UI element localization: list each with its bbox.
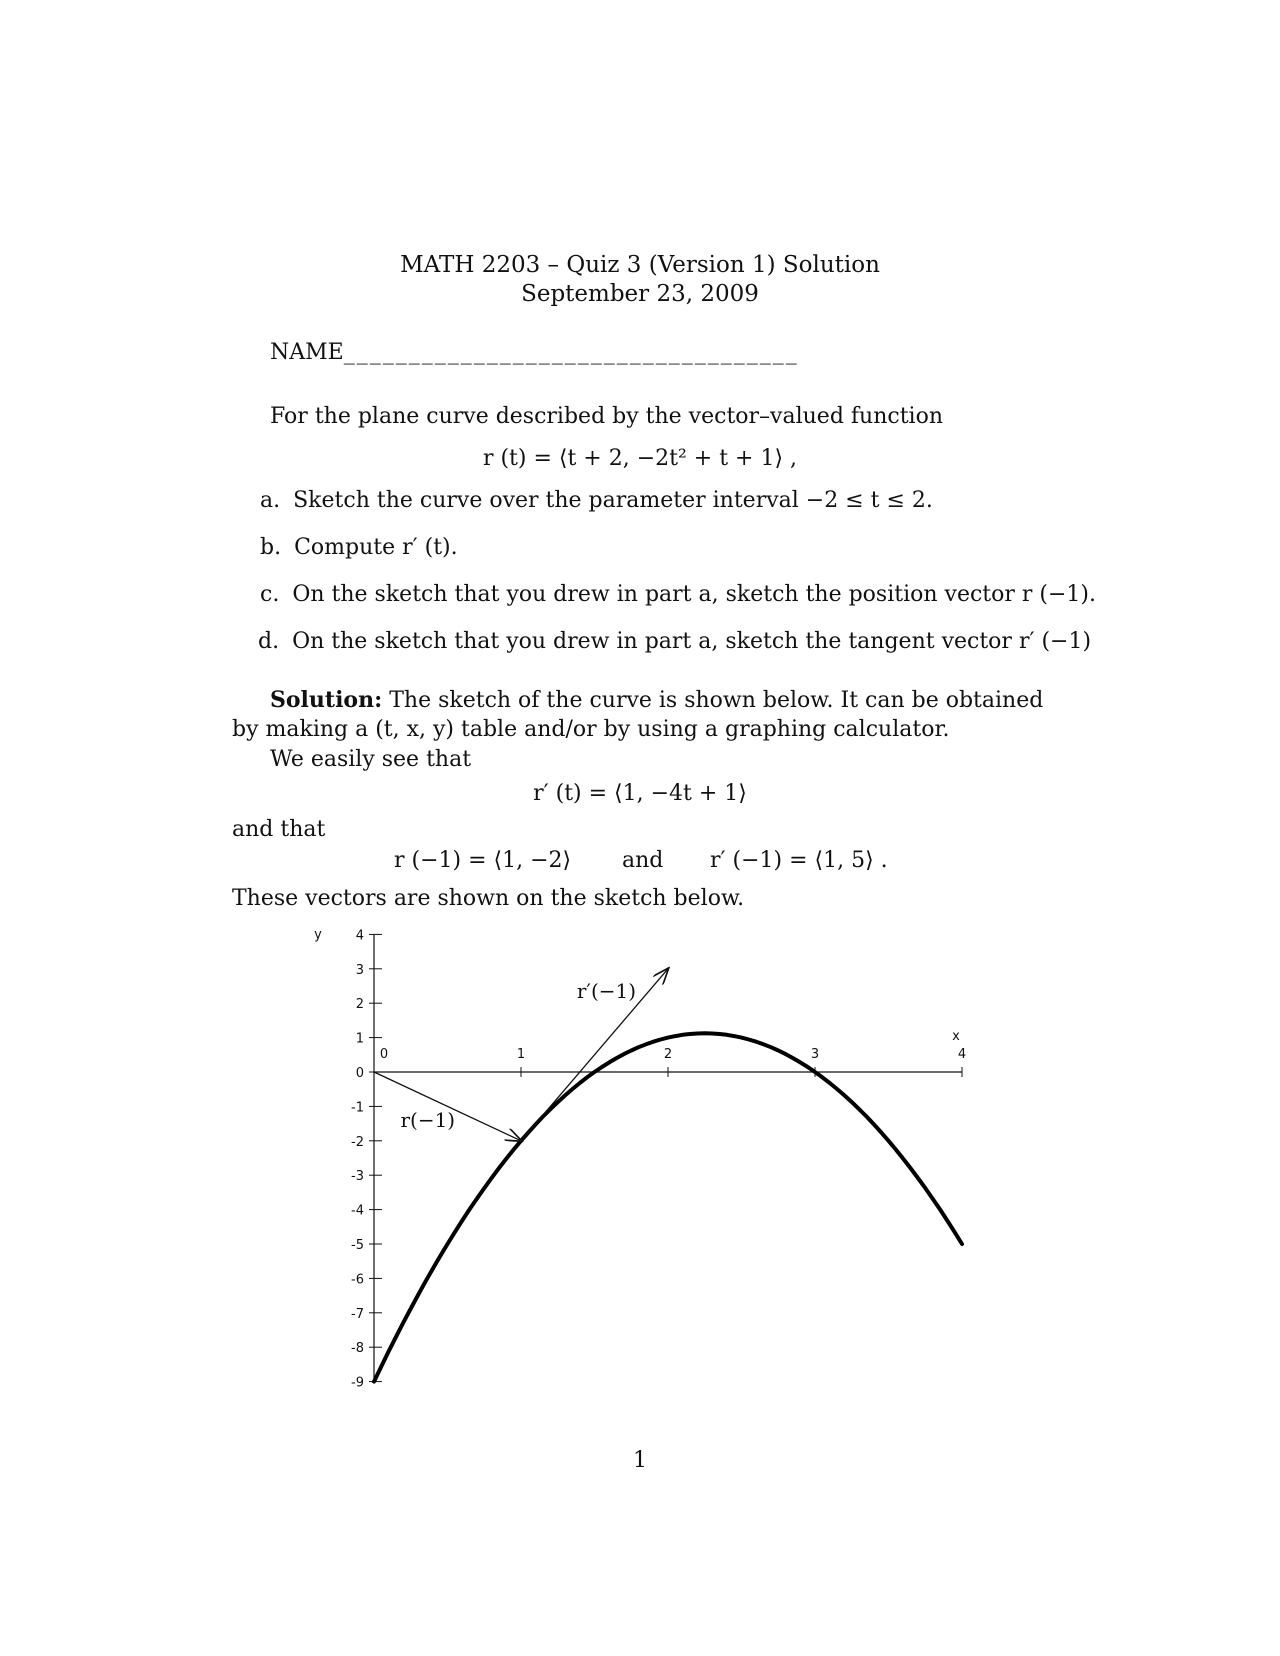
name-label: NAME xyxy=(270,340,344,365)
y-tick-label: -3 xyxy=(351,1169,364,1185)
tangent-vector-equation: r′ (−1) = ⟨1, 5⟩ . xyxy=(710,848,888,873)
y-axis-label: y xyxy=(314,927,322,943)
tangent-vector-label: r′(−1) xyxy=(576,979,637,1004)
x-tick-label: 0 xyxy=(379,1047,389,1062)
item-text: Compute r′ (t). xyxy=(294,535,458,560)
derivative-equation: r′ (t) = ⟨1, −4t + 1⟩ xyxy=(533,781,747,806)
x-tick-label: 4 xyxy=(957,1047,967,1062)
item-marker: c. xyxy=(260,582,280,607)
y-tick-label: -7 xyxy=(351,1306,364,1322)
x-tick-label: 3 xyxy=(810,1047,820,1062)
y-tick-label: -9 xyxy=(351,1375,364,1391)
y-tick-label: 0 xyxy=(355,1066,364,1081)
x-tick-label: 1 xyxy=(516,1047,526,1062)
y-tick-label: -8 xyxy=(351,1341,364,1357)
x-tick-label: 2 xyxy=(663,1047,673,1062)
y-tick-label: 3 xyxy=(355,962,364,978)
y-tick-label: 2 xyxy=(355,997,364,1013)
function-definition: r (t) = ⟨t + 2, −2t² + t + 1⟩ , xyxy=(482,446,798,471)
name-underline: ___________________________________ xyxy=(343,340,799,365)
document-title: MATH 2203 – Quiz 3 (Version 1) Solution xyxy=(400,252,880,278)
solution-line-2: by making a (t, x, y) table and/or by using a graphing calculator. xyxy=(232,717,950,742)
y-tick-label: 4 xyxy=(355,928,364,944)
item-marker: b. xyxy=(260,535,282,560)
and-that: and that xyxy=(232,817,326,842)
y-tick-label: -2 xyxy=(351,1134,364,1150)
item-text: On the sketch that you drew in part a, sketch the position vector r (−1). xyxy=(292,582,1096,607)
y-tick-label: -1 xyxy=(351,1100,364,1116)
solution-line-3: We easily see that xyxy=(270,747,472,772)
item-marker: a. xyxy=(260,488,281,513)
position-vector-equation: r (−1) = ⟨1, −2⟩ xyxy=(394,848,572,873)
y-tick-label: 1 xyxy=(355,1031,364,1047)
y-tick-label: -4 xyxy=(351,1203,364,1219)
position-vector-label: r(−1) xyxy=(400,1108,456,1133)
item-marker: d. xyxy=(258,629,280,654)
solution-text: The sketch of the curve is shown below. It can be obtained xyxy=(382,688,1044,713)
parabola-curve xyxy=(374,1033,962,1381)
closing-sentence: These vectors are shown on the sketch below. xyxy=(232,886,745,911)
problem-intro: For the plane curve described by the vector–valued function xyxy=(270,404,943,429)
page-number: 1 xyxy=(633,1448,647,1473)
and-connector: and xyxy=(622,848,664,873)
item-text: Sketch the curve over the parameter interval −2 ≤ t ≤ 2. xyxy=(293,488,933,513)
document-date: September 23, 2009 xyxy=(521,281,759,307)
y-tick-label: -6 xyxy=(351,1272,364,1288)
solution-label: Solution: xyxy=(270,687,383,713)
x-axis-label: x xyxy=(952,1029,960,1044)
item-text: On the sketch that you drew in part a, sketch the tangent vector r′ (−1) xyxy=(292,629,1092,654)
y-tick-label: -5 xyxy=(351,1238,364,1253)
